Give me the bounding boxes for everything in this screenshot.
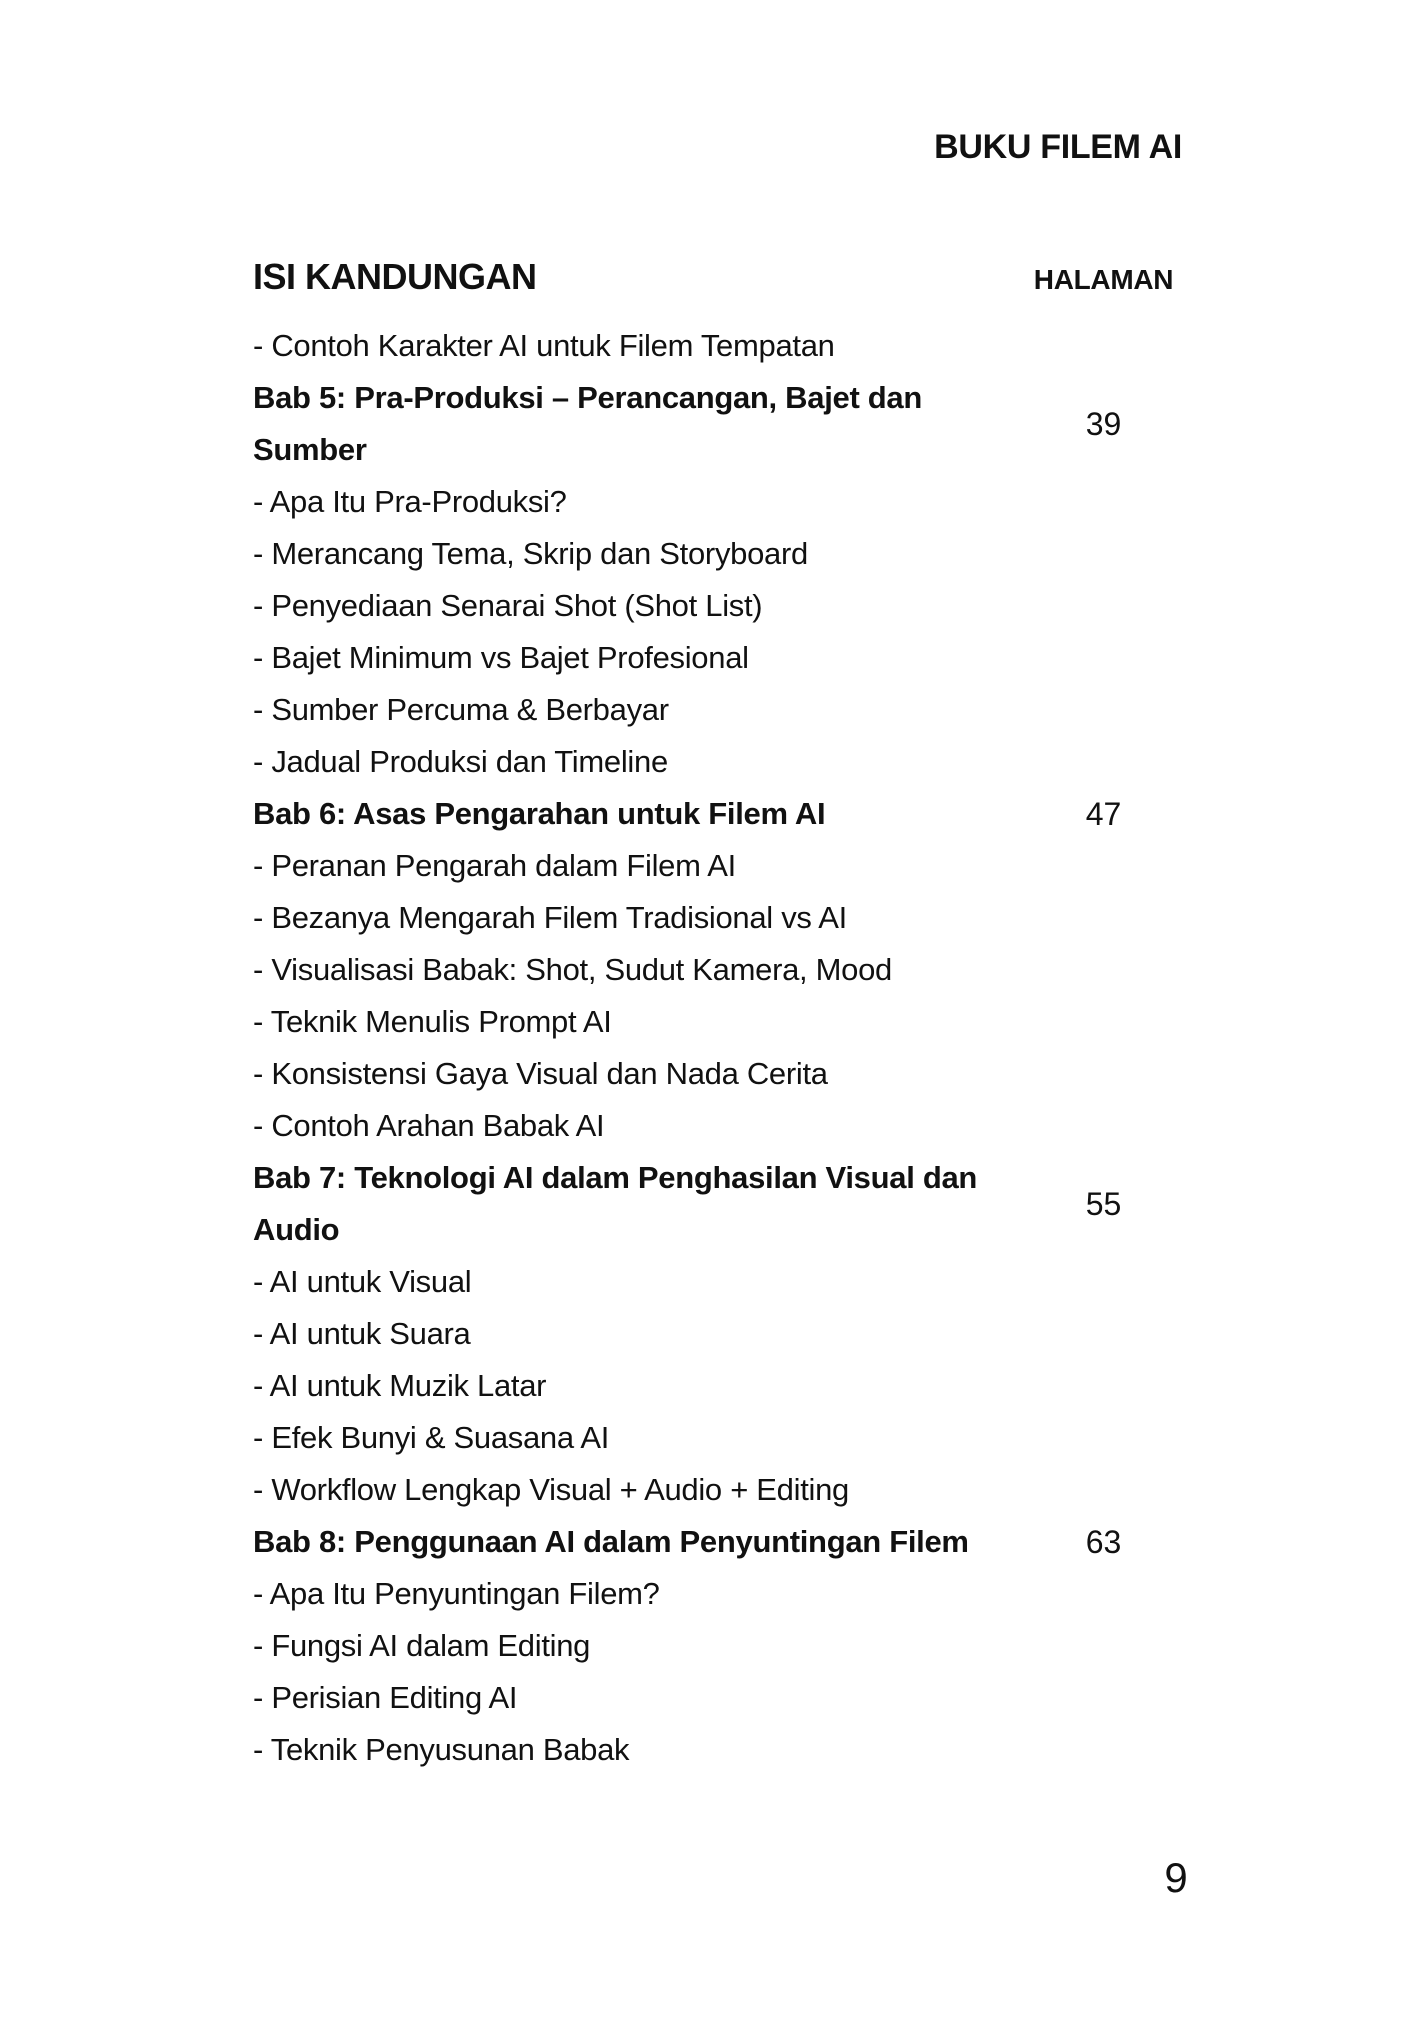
toc-entry-title: - Peranan Pengarah dalam Filem AI [253, 848, 736, 883]
toc-entry-title: - AI untuk Suara [253, 1316, 471, 1351]
toc-entry-title: - Merancang Tema, Skrip dan Storyboard [253, 536, 808, 571]
toc-entry-title: - Teknik Menulis Prompt AI [253, 1004, 612, 1039]
toc-entry-title: - AI untuk Visual [253, 1264, 472, 1299]
toc-entry [253, 1308, 1183, 1360]
toc-entry [253, 840, 1183, 892]
toc-entry-title: - Visualisasi Babak: Shot, Sudut Kamera, Mood [253, 952, 892, 987]
toc-entry-title: - AI untuk Muzik Latar [253, 1368, 547, 1403]
toc-entry-title: - Fungsi AI dalam Editing [253, 1628, 591, 1663]
toc-entry-page: 39 [1085, 406, 1122, 442]
toc-entry [253, 1464, 1183, 1516]
toc-entry-title: - Contoh Arahan Babak AI [253, 1108, 605, 1143]
toc-entry [253, 1620, 1183, 1672]
toc-entry [253, 1516, 1183, 1568]
toc-entry-title: - Apa Itu Penyuntingan Filem? [253, 1576, 660, 1611]
toc-entry-title: Bab 5: Pra-Produksi – Perancangan, Bajet dan Sumber [253, 380, 923, 467]
toc-entry [253, 1568, 1183, 1620]
toc-entry [253, 1360, 1183, 1412]
toc-entries [253, 320, 1183, 1776]
toc-entry-title: - Jadual Produksi dan Timeline [253, 744, 668, 779]
toc-entry [253, 320, 1183, 372]
document-header-title: BUKU FILEM AI [934, 128, 1182, 166]
toc-entry-title: - Konsistensi Gaya Visual dan Nada Cerita [253, 1056, 828, 1091]
toc-entry-title: - Bezanya Mengarah Filem Tradisional vs AI [253, 900, 847, 935]
toc-entry-title: - Perisian Editing AI [253, 1680, 518, 1715]
toc-entry [253, 684, 1183, 736]
toc-entry [253, 580, 1183, 632]
toc-page-column-header: HALAMAN [1033, 264, 1174, 295]
page-number: 9 [1164, 1854, 1188, 1901]
toc-header-row [253, 256, 1183, 298]
toc-entry [253, 1256, 1183, 1308]
toc-title: ISI KANDUNGAN [253, 256, 537, 297]
toc-entry-title: Bab 6: Asas Pengarahan untuk Filem AI [253, 796, 826, 831]
toc-entry [253, 476, 1183, 528]
toc-entry-page: 55 [1085, 1186, 1122, 1222]
toc-entry-title: - Penyediaan Senarai Shot (Shot List) [253, 588, 763, 623]
toc-entry-title: - Teknik Penyusunan Babak [253, 1732, 630, 1767]
toc-entry [253, 892, 1183, 944]
toc-entry [253, 1048, 1183, 1100]
table-of-contents [253, 256, 1183, 1776]
toc-entry [253, 1412, 1183, 1464]
toc-entry [253, 1724, 1183, 1776]
toc-entry [253, 1152, 1183, 1256]
toc-entry-title: - Sumber Percuma & Berbayar [253, 692, 669, 727]
toc-entry [253, 372, 1183, 476]
toc-entry [253, 1100, 1183, 1152]
toc-entry [253, 996, 1183, 1048]
toc-entry [253, 788, 1183, 840]
toc-entry [253, 736, 1183, 788]
toc-entry [253, 528, 1183, 580]
toc-entry-title: Bab 8: Penggunaan AI dalam Penyuntingan Filem [253, 1524, 969, 1559]
toc-entry [253, 1672, 1183, 1724]
toc-entry-title: Bab 7: Teknologi AI dalam Penghasilan Visual dan Audio [253, 1160, 978, 1247]
toc-entry-title: - Workflow Lengkap Visual + Audio + Editing [253, 1472, 849, 1507]
toc-entry-page: 47 [1085, 796, 1122, 832]
toc-entry-title: - Bajet Minimum vs Bajet Profesional [253, 640, 749, 675]
toc-entry [253, 944, 1183, 996]
toc-entry-title: - Apa Itu Pra-Produksi? [253, 484, 567, 519]
toc-entry-page: 63 [1085, 1524, 1122, 1560]
toc-entry-title: - Efek Bunyi & Suasana AI [253, 1420, 610, 1455]
toc-entry-title: - Contoh Karakter AI untuk Filem Tempatan [253, 328, 835, 363]
toc-entry [253, 632, 1183, 684]
